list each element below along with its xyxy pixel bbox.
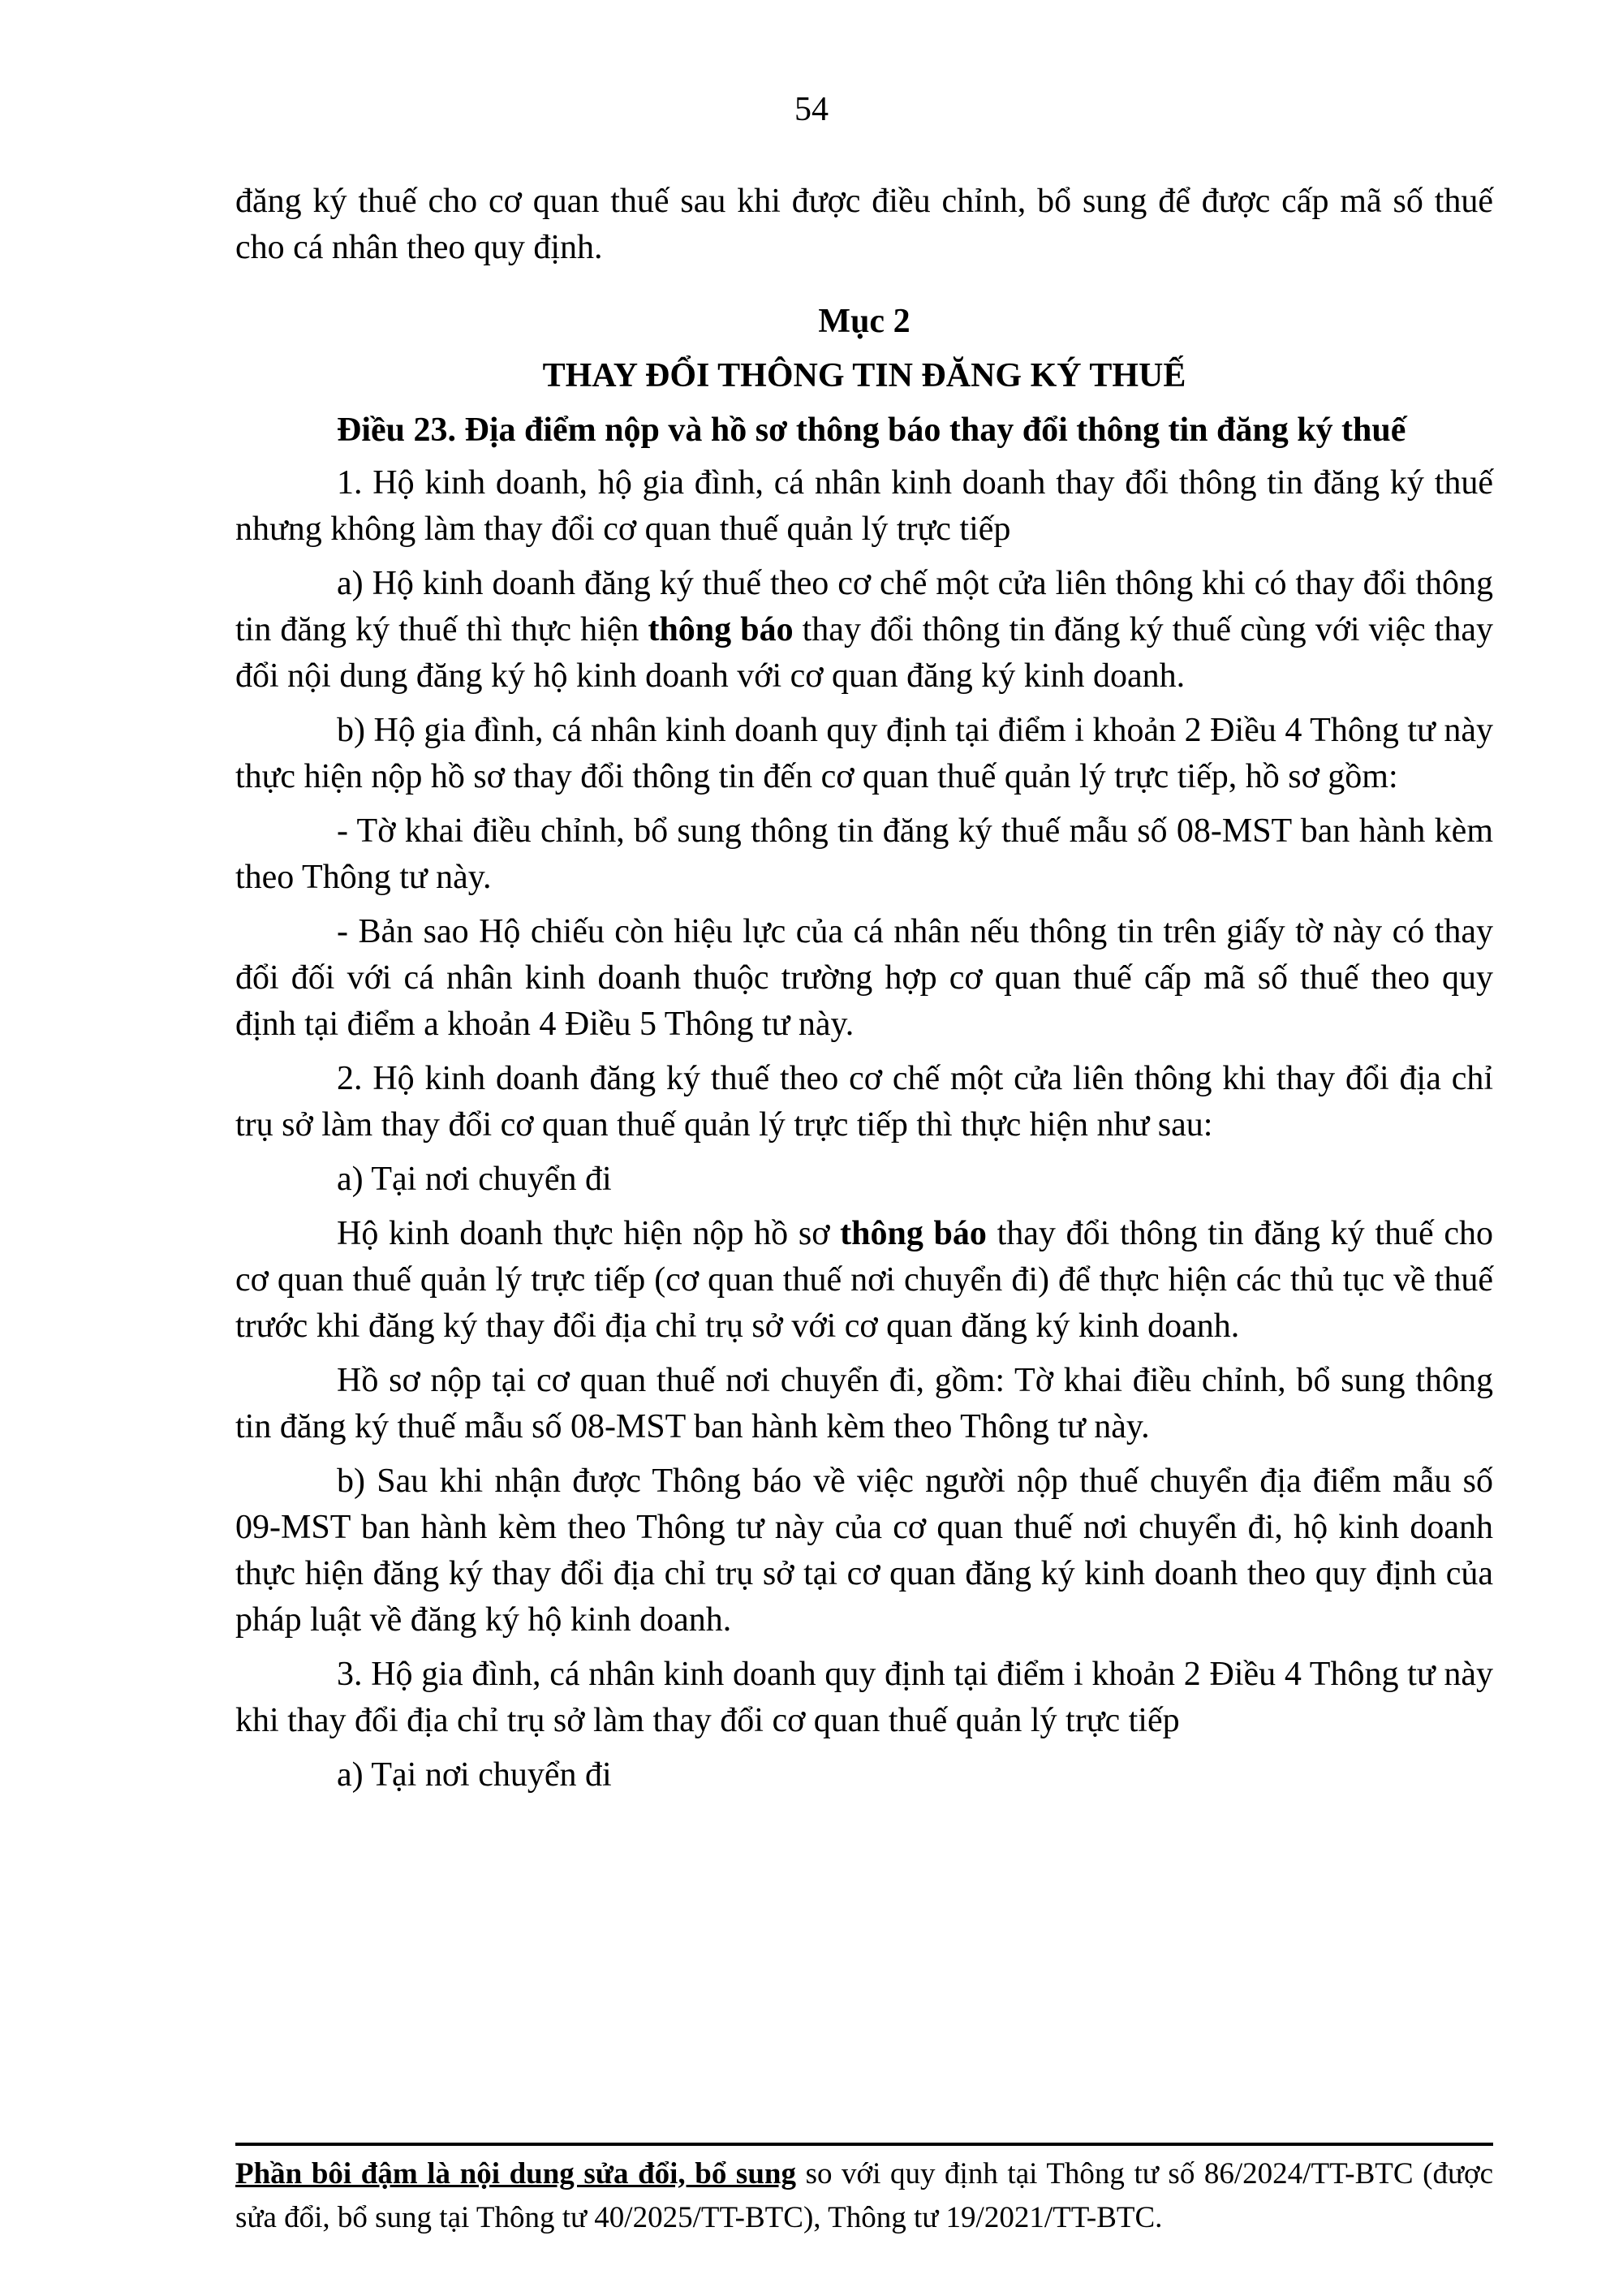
point-2a-title [235, 1157, 1493, 1203]
point-1b [235, 708, 1493, 800]
text-run: Mục 2 [818, 303, 911, 340]
text-run: thay đổi thông tin đăng ký thuế cho cơ quan thuế quản lý trực tiếp (cơ quan thuế nơi chuyển đi) để thực hiện các thủ tục về thuế trước khi đăng ký thay đổi địa chỉ trụ sở với cơ quan đăng ký kinh doanh. [235, 1215, 1494, 1345]
text-run: a) Tại nơi chuyển đi [337, 1756, 612, 1794]
text-run: đăng ký thuế cho cơ quan thuế sau khi được điều chỉnh, bổ sung để được cấp mã số thuế cho cá nhân theo quy định. [235, 183, 1493, 266]
text-run: a) Tại nơi chuyển đi [337, 1161, 612, 1198]
text-run: 1. Hộ kinh doanh, hộ gia đình, cá nhân kinh doanh thay đổi thông tin đăng ký thuế nhưng không làm thay đổi cơ quan thuế quản lý trực tiếp [235, 464, 1493, 548]
footnote-section [235, 2143, 1493, 2240]
bold-text-run: thông báo [840, 1215, 987, 1252]
point-2a-dossier [235, 1358, 1493, 1450]
dash-item-passport-copy [235, 909, 1493, 1048]
text-run: 2. Hộ kinh doanh đăng ký thuế theo cơ chế một cửa liên thông khi thay đổi địa chỉ trụ sở làm thay đổi cơ quan thuế quản lý trực tiếp thì thực hiện như sau: [235, 1060, 1493, 1144]
clause-3 [235, 1652, 1493, 1744]
section-title [235, 353, 1493, 399]
point-2a-notification [235, 1211, 1493, 1350]
text-run: Điều 23. Địa điểm nộp và hồ sơ thông báo thay đổi thông tin đăng ký thuế [337, 411, 1406, 449]
bold-text-run: thông báo [648, 611, 794, 648]
text-run: thay đổi thông tin đăng ký thuế cùng với việc thay đổi nội dung đăng ký hộ kinh doanh với cơ quan đăng ký kinh doanh. [235, 611, 1493, 695]
text-run: THAY ĐỔI THÔNG TIN ĐĂNG KÝ THUẾ [542, 357, 1186, 394]
text-run: Hồ sơ nộp tại cơ quan thuế nơi chuyển đi, gồm: Tờ khai điều chỉnh, bổ sung thông tin đăng ký thuế mẫu số 08-MST ban hành kèm theo Thông tư này. [235, 1362, 1493, 1445]
clause-2 [235, 1056, 1493, 1148]
article-23-heading [235, 407, 1493, 454]
dash-item-form-08mst [235, 808, 1493, 901]
text-run: b) Hộ gia đình, cá nhân kinh doanh quy định tại điểm i khoản 2 Điều 4 Thông tư này thực hiện nộp hồ sơ thay đổi thông tin đến cơ quan thuế quản lý trực tiếp, hồ sơ gồm: [235, 712, 1493, 795]
continuation-paragraph [235, 179, 1493, 271]
text-run: b) Sau khi nhận được Thông báo về việc người nộp thuế chuyển địa điểm mẫu số 09-MST ban hành kèm theo Thông tư này của cơ quan thuế nơi chuyển đi, hộ kinh doanh thực hiện đăng ký thay đổi địa chỉ trụ sở tại cơ quan đăng ký kinh doanh theo quy định của pháp luật về đăng ký hộ kinh doanh. [235, 1462, 1493, 1639]
point-2b [235, 1458, 1493, 1643]
text-run: a) Hộ kinh doanh đăng ký thuế theo cơ chế một cửa liên thông khi có thay đổi thông tin đăng ký thuế thì thực hiện [235, 565, 1493, 648]
text-run: 3. Hộ gia đình, cá nhân kinh doanh quy định tại điểm i khoản 2 Điều 4 Thông tư này khi thay đổi địa chỉ trụ sở làm thay đổi cơ quan thuế quản lý trực tiếp [235, 1656, 1493, 1739]
text-run: - Tờ khai điều chỉnh, bổ sung thông tin đăng ký thuế mẫu số 08-MST ban hành kèm theo Thông tư này. [235, 812, 1493, 896]
document-body [235, 179, 1493, 1807]
point-3a-title [235, 1752, 1493, 1798]
point-1a [235, 561, 1493, 700]
section-label [235, 299, 1493, 345]
footnote-text-run: so với quy định tại Thông tư số 86/2024/TT-BTC (được sửa đổi, bổ sung tại Thông tư 40/2025/TT-BTC), Thông tư 19/2021/TT-BTC. [235, 2157, 1493, 2234]
page-number: 54 [794, 91, 829, 128]
footnote [235, 2152, 1493, 2240]
footnote-bold-underline-run: Phần bôi đậm là nội dung sửa đổi, bổ sung [235, 2157, 796, 2190]
clause-1 [235, 460, 1493, 553]
text-run: Hộ kinh doanh thực hiện nộp hồ sơ [337, 1215, 841, 1252]
text-run: - Bản sao Hộ chiếu còn hiệu lực của cá nhân nếu thông tin trên giấy tờ này có thay đổi đối với cá nhân kinh doanh thuộc trường hợp cơ quan thuế cấp mã số thuế theo quy định tại điểm a khoản 4 Điều 5 Thông tư này. [235, 913, 1493, 1043]
